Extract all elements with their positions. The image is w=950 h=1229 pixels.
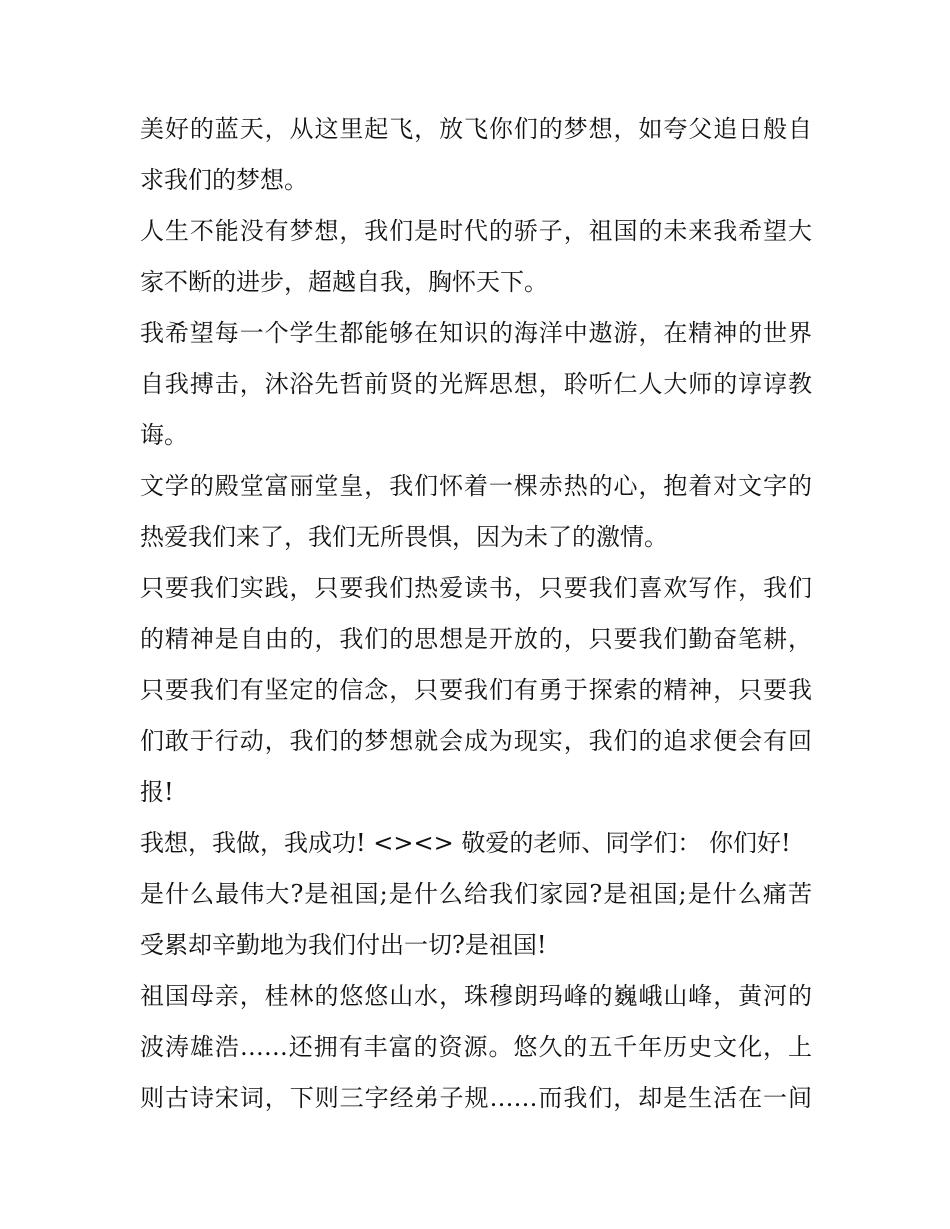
text-line: 是什么最伟大?是祖国;是什么给我们家园?是祖国;是什么痛苦 [140, 880, 812, 908]
paragraph [140, 818, 812, 869]
text-line: 文学的殿堂富丽堂皇，我们怀着一棵赤热的心，抱着对文字的 [140, 472, 812, 500]
text-line: 求我们的梦想。 [140, 166, 308, 194]
text-line: 人生不能没有梦想，我们是时代的骄子，祖国的未来我希望大 [140, 217, 812, 245]
text-line: 祖国母亲，桂林的悠悠山水，珠穆朗玛峰的巍峨山峰，黄河的 [140, 982, 812, 1010]
paragraph [140, 104, 812, 206]
paragraph [140, 971, 812, 1124]
text-line: 只要我们实践，只要我们热爱读书，只要我们喜欢写作，我们 [140, 574, 812, 602]
text-line: 我希望每一个学生都能够在知识的海洋中遨游，在精神的世界 [140, 319, 812, 347]
text-line: 只要我们有坚定的信念，只要我们有勇于探索的精神，只要我 [140, 676, 812, 704]
text-line: 的精神是自由的，我们的思想是开放的，只要我们勤奋笔耕， [140, 625, 812, 653]
text-line: 则古诗宋词，下则三字经弟子规……而我们，却是生活在一间 [140, 1084, 812, 1112]
paragraph [140, 308, 812, 461]
paragraph [140, 563, 812, 818]
paragraph [140, 206, 812, 308]
text-line: 们敢于行动，我们的梦想就会成为现实，我们的追求便会有回 [140, 727, 812, 755]
text-line: 波涛雄浩……还拥有丰富的资源。悠久的五千年历史文化，上 [140, 1033, 812, 1061]
document-body [140, 104, 812, 1124]
paragraph [140, 461, 812, 563]
text-line: 美好的蓝天，从这里起飞，放飞你们的梦想，如夸父追日般自 [140, 115, 812, 143]
text-line: 自我搏击，沐浴先哲前贤的光辉思想，聆听仁人大师的谆谆教 [140, 370, 812, 398]
text-line: 热爱我们来了，我们无所畏惧，因为未了的激情。 [140, 523, 668, 551]
text-line: 诲。 [140, 421, 188, 449]
text-line: 家不断的进步，超越自我，胸怀天下。 [140, 268, 548, 296]
text-line: 报! [140, 778, 174, 806]
paragraph [140, 869, 812, 971]
text-line: 我想，我做，我成功! <><> 敬爱的老师、同学们： 你们好! [140, 829, 791, 857]
text-line: 受累却辛勤地为我们付出一切?是祖国! [140, 931, 547, 959]
